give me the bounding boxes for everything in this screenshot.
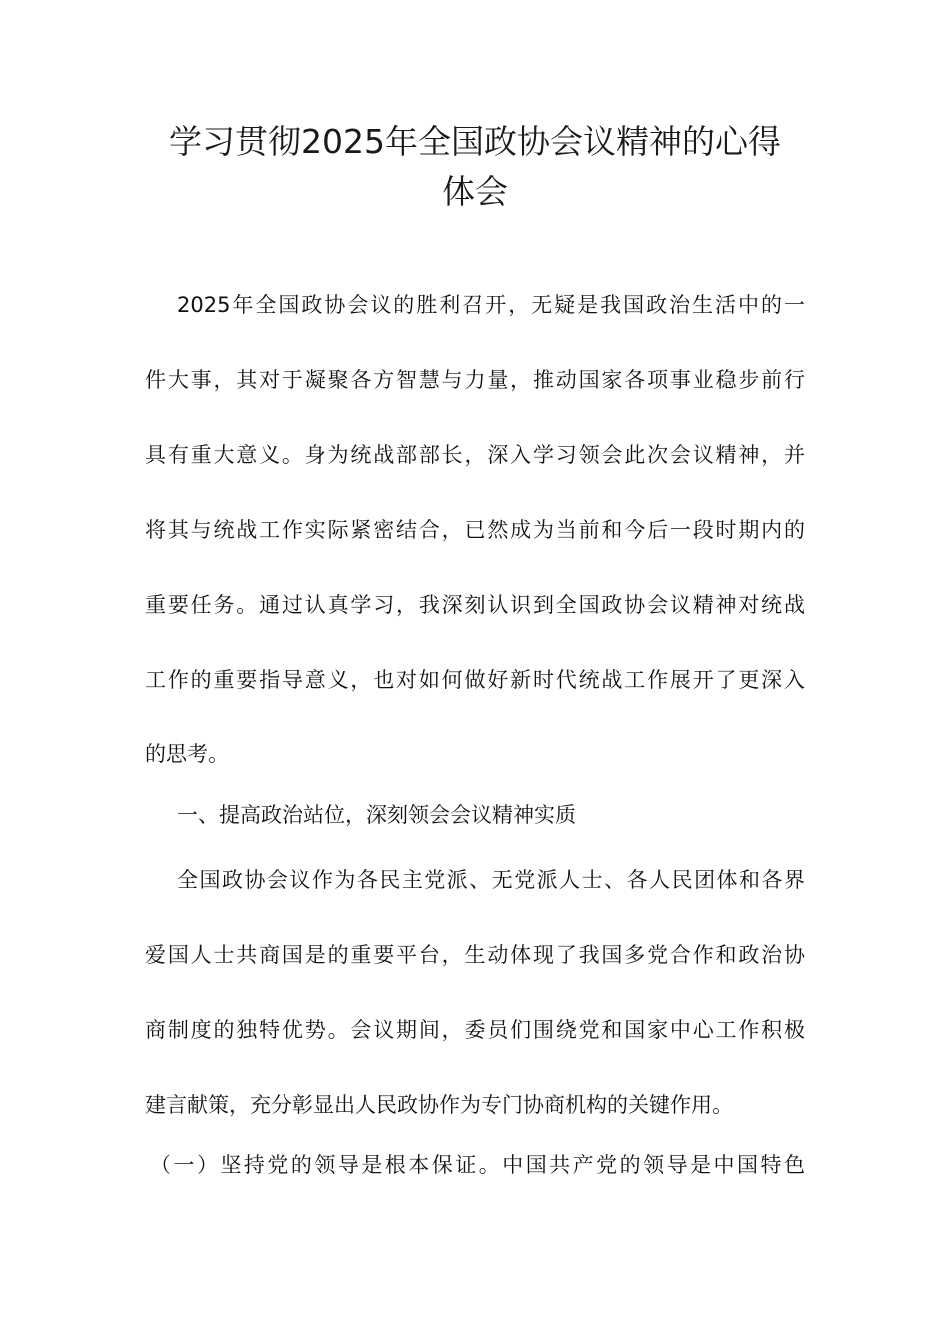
section-heading-1: 一、提高政治站位，深刻领会会议精神实质 xyxy=(177,803,576,827)
paragraph-line: （一）坚持党的领导是根本保证。中国共产党的领导是中国特色 xyxy=(150,1153,805,1177)
paragraph-line: 重要任务。通过认真学习，我深刻认识到全国政协会议精神对统战 xyxy=(145,593,805,617)
paragraph-line: 工作的重要指导意义，也对如何做好新时代统战工作展开了更深入 xyxy=(145,668,805,692)
paragraph-line: 的思考。 xyxy=(145,742,229,766)
paragraph-line: 商制度的独特优势。会议期间，委员们围绕党和国家中心工作积极 xyxy=(145,1018,805,1042)
paragraph-line: 爱国人士共商国是的重要平台，生动体现了我国多党合作和政治协 xyxy=(145,943,805,967)
paragraph-line: 具有重大意义。身为统战部部长，深入学习领会此次会议精神，并 xyxy=(145,443,805,467)
paragraph-line: 将其与统战工作实际紧密结合，已然成为当前和今后一段时期内的 xyxy=(145,518,805,542)
document-title-line-1: 学习贯彻2025年全国政协会议精神的心得 xyxy=(169,122,781,161)
document-title-line-2: 体会 xyxy=(442,172,508,211)
paragraph-line: 件大事，其对于凝聚各方智慧与力量，推动国家各项事业稳步前行 xyxy=(145,368,805,392)
paragraph-line: 建言献策，充分彰显出人民政协作为专门协商机构的关键作用。 xyxy=(145,1093,733,1117)
paragraph-line: 全国政协会议作为各民主党派、无党派人士、各人民团体和各界 xyxy=(177,868,805,892)
paragraph-line: 2025年全国政协会议的胜利召开，无疑是我国政治生活中的一 xyxy=(177,293,805,317)
